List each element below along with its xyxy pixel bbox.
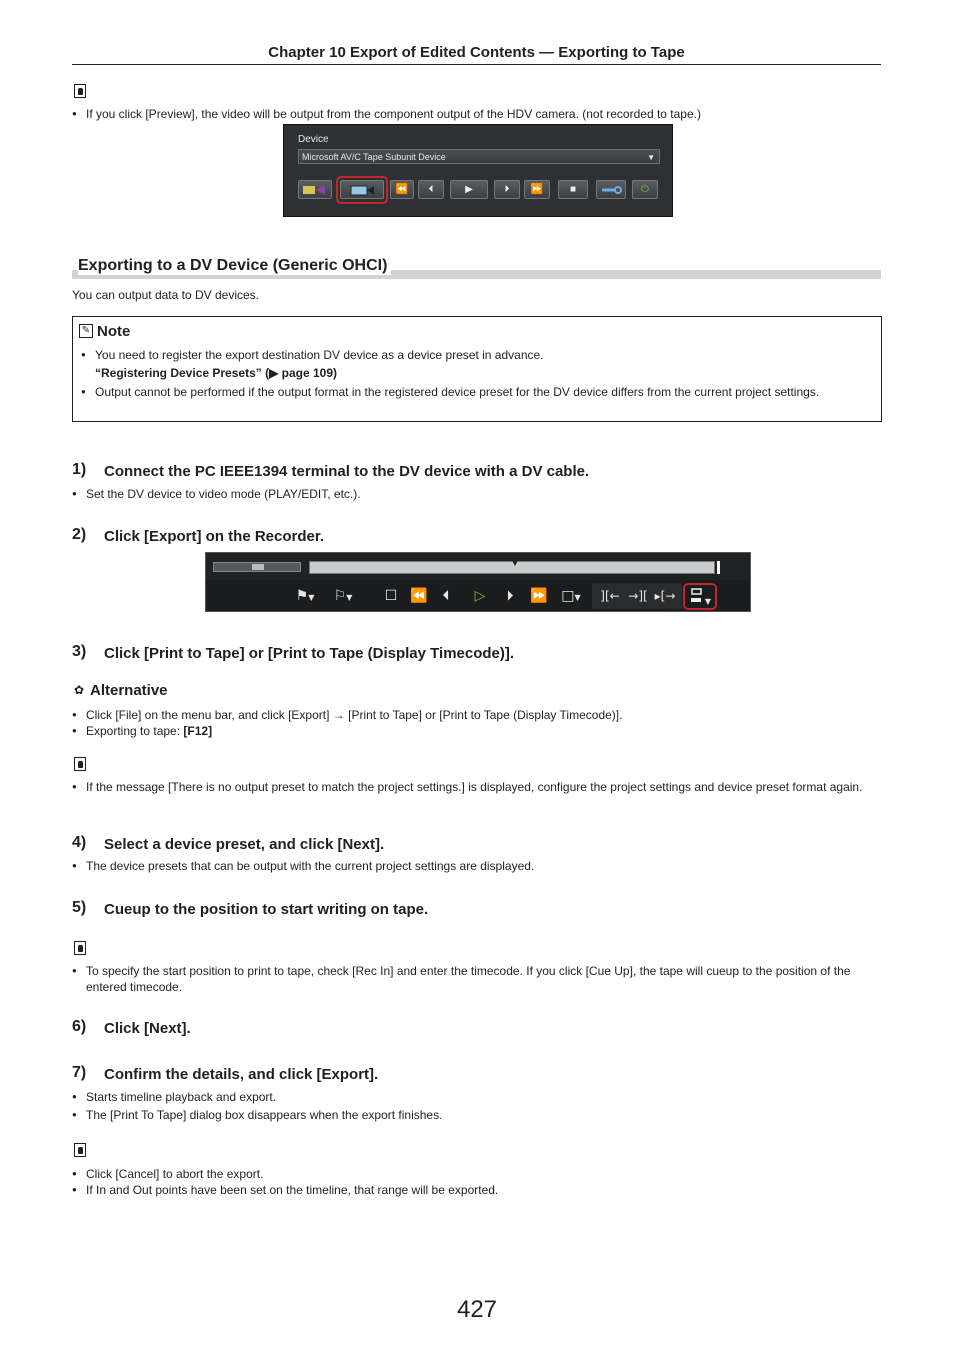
set-out-button[interactable]: ⚐▼ bbox=[333, 588, 353, 604]
section-title: Exporting to a DV Device (Generic OHCI) bbox=[78, 257, 391, 275]
overwrite-button[interactable]: →][ bbox=[628, 589, 648, 603]
device-select[interactable] bbox=[298, 149, 660, 164]
device-select-value: Microsoft AV/C Tape Subunit Device bbox=[302, 152, 446, 162]
shortcut-key: [F12] bbox=[183, 724, 213, 738]
chevron-down-icon: ▼ bbox=[647, 153, 655, 162]
step-back-button[interactable]: ⏴ bbox=[442, 588, 450, 604]
track-end-marker bbox=[717, 561, 720, 574]
rewind-button[interactable]: ⏪ bbox=[410, 588, 428, 604]
step-number: 7) bbox=[72, 1064, 87, 1081]
export-button[interactable]: ▼ bbox=[686, 585, 714, 607]
play-button[interactable]: ▷ bbox=[474, 588, 486, 604]
chapter-header: Chapter 10 Export of Edited Contents — Exporting to Tape bbox=[268, 44, 685, 61]
fast-forward-button[interactable]: ⏩ bbox=[530, 588, 548, 604]
step4-bullet: ● The device presets that can be output with the current project settings are displayed. bbox=[72, 858, 534, 874]
alternative-icon: ✿ bbox=[74, 683, 85, 697]
memo1-bullet: ● If you click [Preview], the video will be output from the component output of the HDV camera. (not recorded to tape.) bbox=[72, 106, 886, 122]
step-text: Select a device preset, and click [Next]. bbox=[104, 836, 385, 853]
rewind-button[interactable]: ⏪ bbox=[390, 180, 414, 199]
note-title: Note bbox=[97, 323, 131, 340]
note-item-2: ● Output cannot be performed if the output format in the registered device preset for the DV device differs from the current project settings. bbox=[81, 384, 875, 400]
step-forward-button[interactable]: ⏵ bbox=[506, 588, 514, 604]
step-text: Click [Print to Tape] or [Print to Tape (Display Timecode)]. bbox=[104, 645, 515, 662]
step-number: 6) bbox=[72, 1018, 87, 1035]
note-item-1: ● You need to register the export destination DV device as a device preset in advance. bbox=[81, 347, 875, 363]
recorder-panel bbox=[205, 552, 751, 612]
alternative-item-2 bbox=[72, 723, 212, 739]
header-rule bbox=[72, 64, 881, 65]
tape-arrow-icon bbox=[301, 183, 329, 197]
note-reference[interactable]: “Registering Device Presets” (▶ page 109) bbox=[95, 366, 337, 380]
power-button[interactable] bbox=[632, 180, 658, 199]
step7-bullet-2: ● The [Print To Tape] dialog box disappears when the export finishes. bbox=[72, 1107, 442, 1123]
step-text: Click [Export] on the Recorder. bbox=[104, 528, 325, 545]
step-text: Click [Next]. bbox=[104, 1020, 191, 1037]
fast-forward-button[interactable]: ⏩ bbox=[524, 180, 550, 199]
settings-button[interactable] bbox=[596, 180, 626, 199]
page-number: 427 bbox=[456, 1296, 498, 1323]
wrench-icon bbox=[600, 183, 622, 197]
step-number: 3) bbox=[72, 643, 87, 660]
step-forward-button[interactable]: ⏵ bbox=[494, 180, 520, 199]
step-text: Confirm the details, and click [Export]. bbox=[104, 1066, 379, 1083]
memo-icon bbox=[74, 757, 86, 771]
tape-eject-button[interactable] bbox=[298, 180, 332, 199]
set-in-button[interactable]: ⚑▼ bbox=[295, 588, 315, 604]
memo4-bullet-1: ● Click [Cancel] to abort the export. bbox=[72, 1166, 263, 1182]
step-text: Cueup to the position to start writing on tape. bbox=[104, 901, 429, 918]
shuttle-handle[interactable] bbox=[252, 564, 264, 570]
step-number: 5) bbox=[72, 899, 87, 916]
step7-bullet-1: ● Starts timeline playback and export. bbox=[72, 1089, 276, 1105]
step-number: 4) bbox=[72, 834, 87, 851]
alternative-title: Alternative bbox=[90, 682, 168, 699]
memo-icon bbox=[74, 941, 86, 955]
memo2-bullet: ● If the message [There is no output preset to match the project settings.] is displayed, configure the project settings and device preset format again. bbox=[72, 779, 876, 795]
memo4-bullet-2: ● If In and Out points have been set on the timeline, that range will be exported. bbox=[72, 1182, 498, 1198]
insert-button[interactable]: ][← bbox=[600, 589, 620, 603]
stop-button[interactable]: ☐ bbox=[384, 588, 398, 604]
position-marker[interactable]: ▼ bbox=[510, 558, 520, 569]
memo-icon bbox=[74, 84, 86, 98]
device-panel bbox=[283, 124, 673, 217]
step-text: Connect the PC IEEE1394 terminal to the DV device with a DV cable. bbox=[104, 463, 590, 480]
memo-icon bbox=[74, 1143, 86, 1157]
memo3-bullet: ● To specify the start position to print to tape, check [Rec In] and enter the timecode. If you click [Cue Up], the tape will cueup to the position of the entered timecode. bbox=[72, 963, 866, 995]
step-back-button[interactable]: ⏴ bbox=[418, 180, 444, 199]
step-number: 2) bbox=[72, 526, 87, 543]
loop-button[interactable]: □▼ bbox=[561, 588, 581, 604]
camera-icon bbox=[347, 183, 377, 197]
alternative-item-1: ● Click [File] on the menu bar, and click [Export] → [Print to Tape] or [Print to Tape (Display Timecode)]. bbox=[72, 707, 622, 723]
device-label: Device bbox=[298, 134, 329, 145]
preview-button[interactable] bbox=[340, 180, 384, 199]
note-icon: ✎ bbox=[79, 324, 93, 338]
stop-button[interactable]: ■ bbox=[558, 180, 588, 199]
alternative-item-2-text: Exporting to tape: bbox=[86, 724, 184, 738]
step-number: 1) bbox=[72, 461, 87, 478]
position-track[interactable] bbox=[309, 558, 715, 574]
note-box bbox=[72, 316, 882, 422]
step1-bullet: ● Set the DV device to video mode (PLAY/EDIT, etc.). bbox=[72, 486, 361, 502]
section-intro: You can output data to DV devices. bbox=[72, 288, 260, 302]
export-icon bbox=[689, 588, 705, 604]
power-icon: ⏻ bbox=[641, 184, 649, 195]
shuttle-slider[interactable] bbox=[213, 562, 301, 572]
replace-button[interactable]: ▸[→ bbox=[654, 589, 676, 603]
play-button[interactable]: ▶ bbox=[450, 180, 488, 199]
